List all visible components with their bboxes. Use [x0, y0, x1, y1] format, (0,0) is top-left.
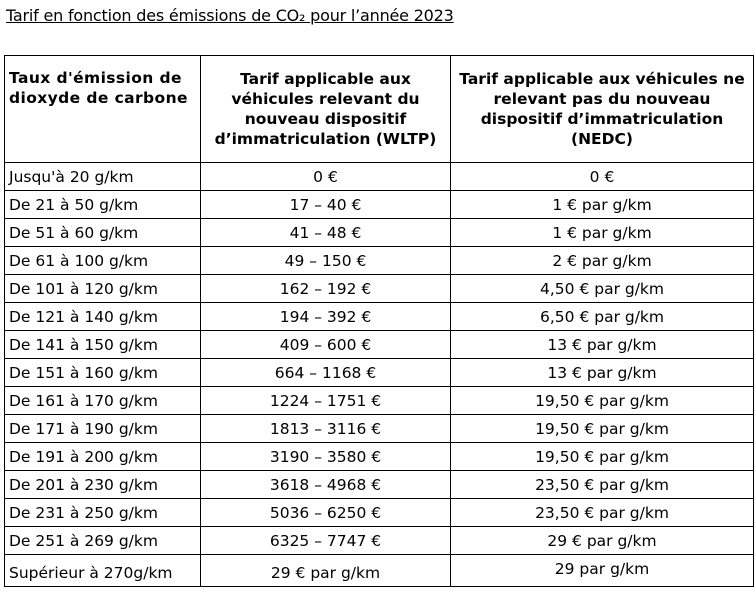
header-nedc-tariff: Tarif applicable aux véhicules ne relevant pas du nouveau dispositif d’immatriculation (NEDC) [451, 56, 754, 163]
emission-range-cell: De 61 à 100 g/km [5, 247, 201, 275]
nedc-tariff-cell: 0 € [451, 163, 754, 191]
nedc-tariff-cell: 29 par g/km [451, 555, 754, 587]
wltp-tariff-cell: 194 – 392 € [201, 303, 451, 331]
emission-range-cell: De 121 à 140 g/km [5, 303, 201, 331]
wltp-tariff-cell: 3618 – 4968 € [201, 471, 451, 499]
table-row [5, 219, 754, 247]
emission-range-cell: Jusqu'à 20 g/km [5, 163, 201, 191]
table-row [5, 527, 754, 555]
table-row [5, 359, 754, 387]
table-row [5, 275, 754, 303]
emission-range-cell: De 231 à 250 g/km [5, 499, 201, 527]
page-title: Tarif en fonction des émissions de CO₂ pour l’année 2023 [6, 6, 454, 25]
table-row [5, 331, 754, 359]
table-row [5, 443, 754, 471]
nedc-tariff-cell: 23,50 € par g/km [451, 471, 754, 499]
table-row [5, 303, 754, 331]
nedc-tariff-cell: 13 € par g/km [451, 359, 754, 387]
nedc-tariff-cell: 13 € par g/km [451, 331, 754, 359]
nedc-tariff-cell: 1 € par g/km [451, 219, 754, 247]
wltp-tariff-cell: 41 – 48 € [201, 219, 451, 247]
emission-range-cell: De 171 à 190 g/km [5, 415, 201, 443]
wltp-tariff-cell: 29 € par g/km [201, 555, 451, 587]
emission-range-cell: De 151 à 160 g/km [5, 359, 201, 387]
wltp-tariff-cell: 162 – 192 € [201, 275, 451, 303]
nedc-tariff-cell: 23,50 € par g/km [451, 499, 754, 527]
wltp-tariff-cell: 17 – 40 € [201, 191, 451, 219]
emission-range-cell: De 21 à 50 g/km [5, 191, 201, 219]
header-emission-rate: Taux d'émission de dioxyde de carbone [5, 56, 201, 163]
nedc-tariff-cell: 4,50 € par g/km [451, 275, 754, 303]
tariff-table [4, 55, 754, 587]
table-row [5, 191, 754, 219]
emission-range-cell: De 161 à 170 g/km [5, 387, 201, 415]
nedc-tariff-cell: 2 € par g/km [451, 247, 754, 275]
wltp-tariff-cell: 49 – 150 € [201, 247, 451, 275]
table-row [5, 471, 754, 499]
table-row [5, 387, 754, 415]
wltp-tariff-cell: 1813 – 3116 € [201, 415, 451, 443]
nedc-tariff-cell: 6,50 € par g/km [451, 303, 754, 331]
wltp-tariff-cell: 664 – 1168 € [201, 359, 451, 387]
table-header [5, 56, 754, 163]
emission-range-cell: Supérieur à 270g/km [5, 555, 201, 587]
nedc-tariff-cell: 19,50 € par g/km [451, 443, 754, 471]
nedc-tariff-cell: 1 € par g/km [451, 191, 754, 219]
wltp-tariff-cell: 409 – 600 € [201, 331, 451, 359]
wltp-tariff-cell: 5036 – 6250 € [201, 499, 451, 527]
nedc-tariff-cell: 29 € par g/km [451, 527, 754, 555]
wltp-tariff-cell: 6325 – 7747 € [201, 527, 451, 555]
emission-range-cell: De 141 à 150 g/km [5, 331, 201, 359]
emission-range-cell: De 201 à 230 g/km [5, 471, 201, 499]
table-row [5, 247, 754, 275]
nedc-tariff-cell: 19,50 € par g/km [451, 387, 754, 415]
wltp-tariff-cell: 0 € [201, 163, 451, 191]
emission-range-cell: De 251 à 269 g/km [5, 527, 201, 555]
table-row [5, 163, 754, 191]
table-row [5, 499, 754, 527]
emission-range-cell: De 191 à 200 g/km [5, 443, 201, 471]
table-row [5, 555, 754, 587]
emission-range-cell: De 101 à 120 g/km [5, 275, 201, 303]
wltp-tariff-cell: 1224 – 1751 € [201, 387, 451, 415]
emission-range-cell: De 51 à 60 g/km [5, 219, 201, 247]
nedc-tariff-cell: 19,50 € par g/km [451, 415, 754, 443]
table-body [5, 163, 754, 587]
header-wltp-tariff: Tarif applicable aux véhicules relevant du nouveau dispositif d’immatriculation (WLTP) [201, 56, 451, 163]
table-row [5, 415, 754, 443]
wltp-tariff-cell: 3190 – 3580 € [201, 443, 451, 471]
